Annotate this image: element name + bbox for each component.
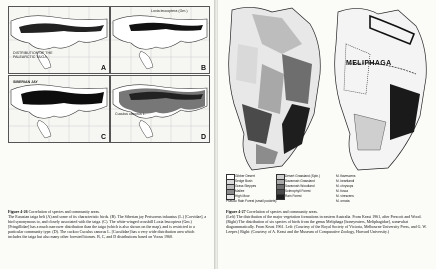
- meliphaga-title: MELIPHAGA: [346, 60, 392, 67]
- caption-body: The Eurasian taiga belt (A) and some of its characteristic birds. (B). The Siberian jay Perisoreus infaustus (L.) [Corvidae], a bird synonymous to, and closely associated with the taiga. (C). The white-winged crossbill Loxia leucoptera (Gm.) [Fringillidae] has a much narrower distribution than the taiga (which is also shown on the map), and is restricted to a particular community type. (D). The cuckoo Cuculus canorus L. [Cuculidae] has a very wide distribution area which includes the taiga but also many other forested biomes. B, C, and D distributions based on Voous 1960.: [8, 214, 207, 239]
- figure-number: Figure 4-27: [226, 209, 246, 214]
- siberian-jay-map: [9, 76, 109, 142]
- vegetation-legend: Gibber Desert Sedge Bush Grass Steppes Mallee High Moor Desert Grassland (Spin.) Savannah Grassland Savannah Woodland Sclerophyll Forest Rain Forest Pseudo Rain Forest (small pockets): [226, 174, 321, 203]
- right-page: [218, 0, 436, 269]
- panel-a-letter: A: [100, 65, 106, 72]
- map-panel-d: [110, 75, 210, 143]
- taiga-map: [9, 7, 109, 73]
- species-entry: M. virescens: [336, 194, 354, 198]
- figure-number: Figure 4-26: [8, 209, 28, 214]
- map-panel-a: [8, 6, 110, 74]
- crossbill-map: [111, 7, 209, 73]
- figure-title: Correlation of species and community areas.: [28, 209, 100, 214]
- species-entry: M. fusca: [336, 189, 349, 193]
- vegetation-map: [222, 4, 327, 174]
- panel-c-letter: C: [100, 134, 106, 141]
- map-panel-b: [110, 6, 210, 74]
- caption-body: (Left) The distribution of the major vegetation formations in eastern Australia. From Keast 1961, after Prescott and Wood. (Right) The distribution of six species of birds from the genus Meliphaga [honeyeaters, Meliphagidae], somewhat diagrammatically. From Keast 1961. Left: (Courtesy of the Royal Society of Victoria, Melbourne University Press, and G. W. Leeper.) Right: (Courtesy of A. Keast and the Museum of Comparative Zoology, Harvard University.): [226, 214, 427, 234]
- panel-d-label: Cuculus canorus L.: [115, 112, 146, 116]
- legend-swatch: [276, 194, 285, 200]
- species-entry: M. keartlandi: [336, 179, 355, 183]
- figure-4-27-caption: [226, 209, 430, 234]
- left-page: [0, 0, 214, 269]
- panel-a-label: DISTRIBUTION OF THE PALEARCTIC TAIGA: [13, 51, 53, 59]
- panel-c-label: SIBERIAN JAY: [13, 80, 38, 84]
- species-entry: M. chrysops: [336, 184, 354, 188]
- cuckoo-map: [111, 76, 209, 142]
- panel-b-label: Loxia leucoptera (Gm.): [151, 9, 188, 13]
- species-entry: M. flavescens: [336, 174, 356, 178]
- panel-d-letter: D: [200, 134, 206, 141]
- figure-4-26-caption: [8, 209, 208, 239]
- meliphaga-map: [330, 4, 432, 174]
- species-entry: M. ornata: [336, 199, 350, 203]
- panel-b-letter: B: [200, 65, 206, 72]
- legend-footnote: Pseudo Rain Forest (small pockets): [226, 199, 277, 203]
- figure-title: Correlation of species and community areas.: [246, 209, 318, 214]
- species-key: [336, 174, 430, 204]
- map-panel-c: [8, 75, 110, 143]
